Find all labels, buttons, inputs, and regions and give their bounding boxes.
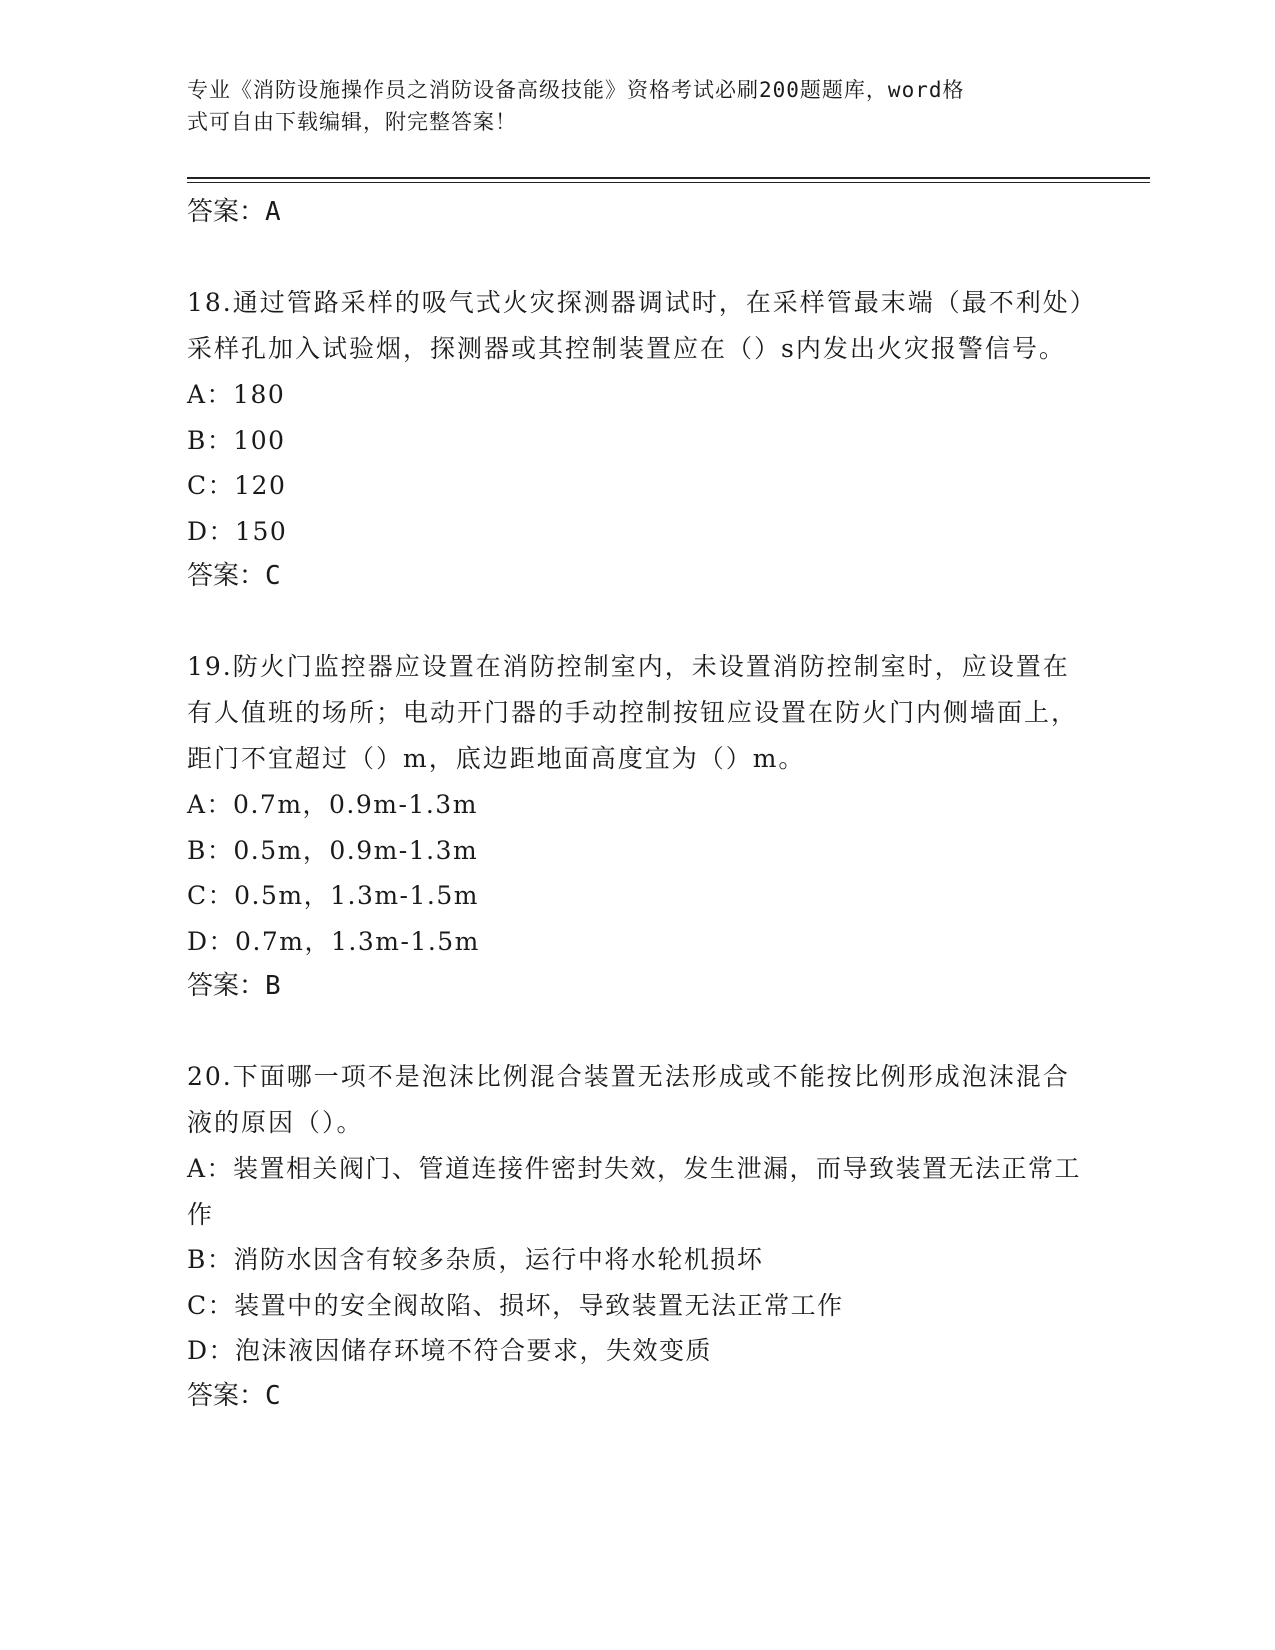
document-header	[187, 74, 1087, 138]
spacer	[187, 599, 1087, 644]
option-d: D：0.7m，1.3m-1.5m	[187, 926, 480, 956]
question-answer: 答案：C	[187, 1380, 281, 1411]
spacer	[187, 235, 1087, 280]
question-18	[187, 280, 1087, 599]
option-c: C：120	[187, 471, 287, 500]
option-b: B：100	[187, 425, 286, 455]
question-list	[187, 190, 1087, 1419]
question-20	[187, 1054, 1087, 1419]
option-a: A：0.7m，0.9m-1.3m	[187, 790, 478, 819]
question-stem: 20.下面哪一项不是泡沫比例混合装置无法形成或不能按比例形成泡沫混合液的原因（）。	[187, 1062, 1070, 1137]
option-c: C：0.5m，1.3m-1.5m	[187, 881, 479, 910]
option-b: B：消防水因含有较多杂质，运行中将水轮机损坏	[187, 1245, 764, 1274]
option-d: D：泡沫液因储存环境不符合要求，失效变质	[187, 1336, 713, 1365]
header-line-1: 专业《消防设施操作员之消防设备高级技能》资格考试必刷200题题库，word格	[187, 78, 965, 102]
option-a: A：装置相关阀门、管道连接件密封失效，发生泄漏，而导致装置无法正常工作	[187, 1154, 1082, 1229]
option-c: C：装置中的安全阀故陷、损坏，导致装置无法正常工作	[187, 1290, 844, 1320]
previous-answer: 答案：A	[187, 197, 281, 227]
option-d: D：150	[187, 516, 288, 546]
question-answer: 答案：C	[187, 561, 281, 591]
question-19	[187, 644, 1087, 1009]
question-stem: 19.防火门监控器应设置在消防控制室内，未设置消防控制室时，应设置在有人值班的场所；电动开门器的手动控制按钮应设置在防火门内侧墙面上，距门不宜超过（）m，底边距地面高度宜为（）m。	[187, 652, 1079, 773]
option-b: B：0.5m，0.9m-1.3m	[187, 835, 479, 865]
header-divider-thin	[187, 182, 1150, 183]
spacer	[187, 1009, 1087, 1054]
header-line-2: 式可自由下载编辑，附完整答案！	[187, 110, 517, 134]
header-divider	[187, 177, 1150, 179]
option-a: A：180	[187, 380, 286, 409]
question-stem: 18.通过管路采样的吸气式火灾探测器调试时，在采样管最末端（最不利处）采样孔加入试验烟，探测器或其控制装置应在（）s内发出火灾报警信号。	[187, 288, 1085, 363]
question-answer: 答案：B	[187, 971, 281, 1001]
